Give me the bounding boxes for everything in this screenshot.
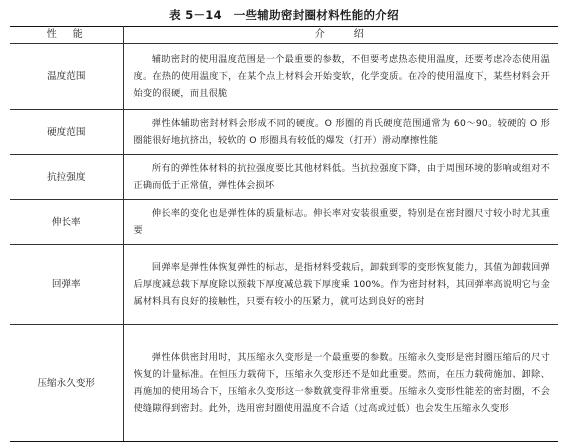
property-cell: 硬度范围 xyxy=(10,110,123,155)
table-row xyxy=(10,110,558,155)
table-row xyxy=(10,200,558,245)
property-cell: 抗拉强度 xyxy=(10,155,123,200)
table-row xyxy=(10,44,558,110)
table-row xyxy=(10,155,558,200)
description-cell: 回弹率是弹性体恢复弹性的标志，是指材料受载后，卸载到零的变形恢复能力，其值为卸载回弹后厚度减总载下厚度除以预载下厚度减总载下厚度乘 100%。作为密封材料，其回弹率高说明它与金属材料具有良好的接触性，只要有较小的压紧力，就可达到良好的密封 xyxy=(123,245,558,325)
description-cell: 所有的弹性体材料的抗拉强度要比其他材料低。当抗拉强度下降，由于周围环境的影响或组对不正确而低于正常值，弹性体会损坏 xyxy=(123,155,558,200)
table-header-row xyxy=(10,27,558,44)
description-cell: 伸长率的变化也是弹性体的质量标志。伸长率对安装很重要，特别是在密封圈尺寸较小时尤其重要 xyxy=(123,200,558,245)
description-cell: 弹性体供密封用时，其压缩永久变形是一个最重要的参数。压缩永久变形是密封圈压缩后的尺寸恢复的计量标准。在恒压力载荷下，压缩永久变形还不是如此重要。然而，在压力载荷施加、卸除、再施加的使用场合下，压缩永久变形这一参数就变得非常重要。压缩永久变形性能差的密封圈，不会使缝隙得到密封。此外，选用密封圈使用温度不合适（过高或过低）也会发生压缩永久变形 xyxy=(123,325,558,442)
table-row xyxy=(10,245,558,325)
header-property: 性 能 xyxy=(10,27,123,44)
description-cell: 弹性体辅助密封材料会形成不同的硬度。O 形圈的肖氏硬度范围通常为 60～90。较硬的 O 形圈能很好地抗挤出，较软的 O 形圈具有较低的爆发（打开）滑动摩擦性能 xyxy=(123,110,558,155)
table-row xyxy=(10,325,558,442)
header-description: 介 绍 xyxy=(123,27,558,44)
material-properties-table xyxy=(10,26,558,442)
table-caption: 表 5－14 一些辅助密封圈材料性能的介绍 xyxy=(169,8,399,22)
property-cell: 回弹率 xyxy=(10,245,123,325)
property-cell: 压缩永久变形 xyxy=(10,325,123,442)
description-cell: 辅助密封的使用温度范围是一个最重要的参数，不但要考虑热态使用温度，还要考虑冷态使用温度。在热的使用温度下，在某个点上材料会开始变软，化学变质。在冷的使用温度下，某些材料会开始变的很硬，而且很脆 xyxy=(123,44,558,110)
property-cell: 温度范围 xyxy=(10,44,123,110)
property-cell: 伸长率 xyxy=(10,200,123,245)
